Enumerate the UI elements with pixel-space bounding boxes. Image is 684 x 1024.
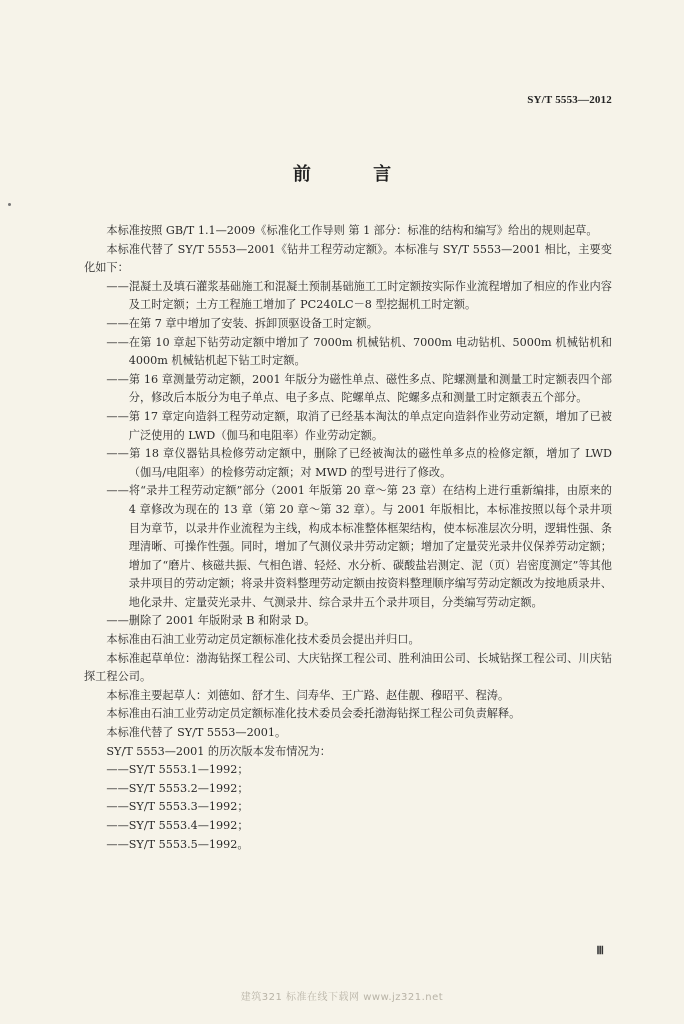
- change-item: ——混凝土及填石灌浆基础施工和混凝土预制基础施工工时定额按实际作业流程增加了相应的作业内容及工时定额；土方工程施工增加了 PC240LC－8 型挖掘机工时定额。: [106, 279, 612, 312]
- paragraph-proposer: 本标准由石油工业劳动定员定额标准化技术委员会提出并归口。: [106, 633, 420, 647]
- change-item: ——在第 10 章起下钻劳动定额中增加了 7000m 机械钻机、7000m 电动钻机、5000m 机械钻机和 4000m 机械钻机起下钻工时定额。: [106, 335, 612, 368]
- footer-watermark: 建筑321 标准在线下载网 www.jz321.net: [240, 992, 444, 1003]
- paragraph-history-intro: SY/T 5553—2001 的历次版本发布情况为：: [106, 744, 331, 758]
- paragraph-drafting-rules: 本标准按照 GB/T 1.1—2009《标准化工作导则 第 1 部分：标准的结构和编写》给出的规则起草。: [106, 224, 598, 237]
- paragraph-drafting-units: 本标准起草单位：渤海钻探工程公司、大庆钻探工程公司、胜利油田公司、长城钻探工程公司、川庆钻探工程公司。: [84, 651, 612, 684]
- change-item: ——删除了 2001 年版附录 B 和附录 D。: [106, 614, 316, 628]
- change-item: ——第 17 章定向造斜工程劳动定额，取消了已经基本淘汰的单点定向造斜作业劳动定额，增加了已被广泛使用的 LWD（伽马和电阻率）作业劳动定额。: [106, 409, 612, 442]
- paragraph-drafters: 本标准主要起草人：刘德如、舒才生、闫寿华、王广路、赵佳靓、穆昭平、程涛。: [106, 688, 510, 702]
- page-title: 前 言: [292, 164, 420, 185]
- standard-number: SY/T 5553—2012: [527, 94, 612, 106]
- change-item: ——第 18 章仪器钻具检修劳动定额中，删除了已经被淘汰的磁性单多点的检修定额，增加了 LWD（伽马/电阻率）的检修劳动定额；对 MWD 的型号进行了修改。: [106, 447, 612, 479]
- history-item: ——SY/T 5553.5—1992。: [106, 837, 249, 851]
- document-body: [84, 222, 612, 854]
- paragraph-supersedes: 本标准代替了 SY/T 5553—2001。: [106, 726, 287, 740]
- change-item: ——第 16 章测量劳动定额，2001 年版分为磁性单点、磁性多点、陀螺测量和测量工时定额表四个部分，修改后本版分为电子单点、电子多点、陀螺单点、陀螺多点和测量工时定额表五个部分。: [106, 372, 612, 405]
- history-item: ——SY/T 5553.3—1992；: [106, 800, 249, 814]
- paragraph-interpretation: 本标准由石油工业劳动定员定额标准化技术委员会委托渤海钻探工程公司负责解释。: [106, 707, 521, 721]
- scan-speck: [8, 203, 11, 206]
- paragraph-replaces: 本标准代替了 SY/T 5553—2001《钻井工程劳动定额》。本标准与 SY/T 5553—2001 相比，主要变化如下：: [84, 242, 612, 275]
- history-item: ——SY/T 5553.4—1992；: [106, 819, 249, 832]
- history-item: ——SY/T 5553.2—1992；: [106, 781, 249, 795]
- change-item: ——在第 7 章中增加了安装、拆卸顶驱设备工时定额。: [106, 316, 378, 330]
- change-item: ——将“录井工程劳动定额”部分（2001 年版第 20 章～第 23 章）在结构上进行重新编排，由原来的 4 章修改为现在的 13 章（第 20 章～第 32 章）。与 2001 年版相比，本标准按照以每个录井项目为章节，以录井作业流程为主线，构成本标准整体框架结构，使本标准层次分明，逻辑性强、条理清晰、可操作性强。同时，增加了气测仪录井劳动定额；增加了定量荧光录井仪保养劳动定额；增加了“磨片、核磁共振、气相色谱、轻烃、水分析、碳酸盐岩测定、泥（页）岩密度测定”等其他录井项目的劳动定额；将录井资料整理劳动定额由按资料整理顺序编写劳动定额改为按地质录井、地化录井、定量荧光录井、气测录井、综合录井五个录井项目，分类编写劳动定额。: [106, 484, 612, 609]
- history-item: ——SY/T 5553.1—1992；: [106, 763, 249, 777]
- page-number: Ⅲ: [596, 945, 604, 957]
